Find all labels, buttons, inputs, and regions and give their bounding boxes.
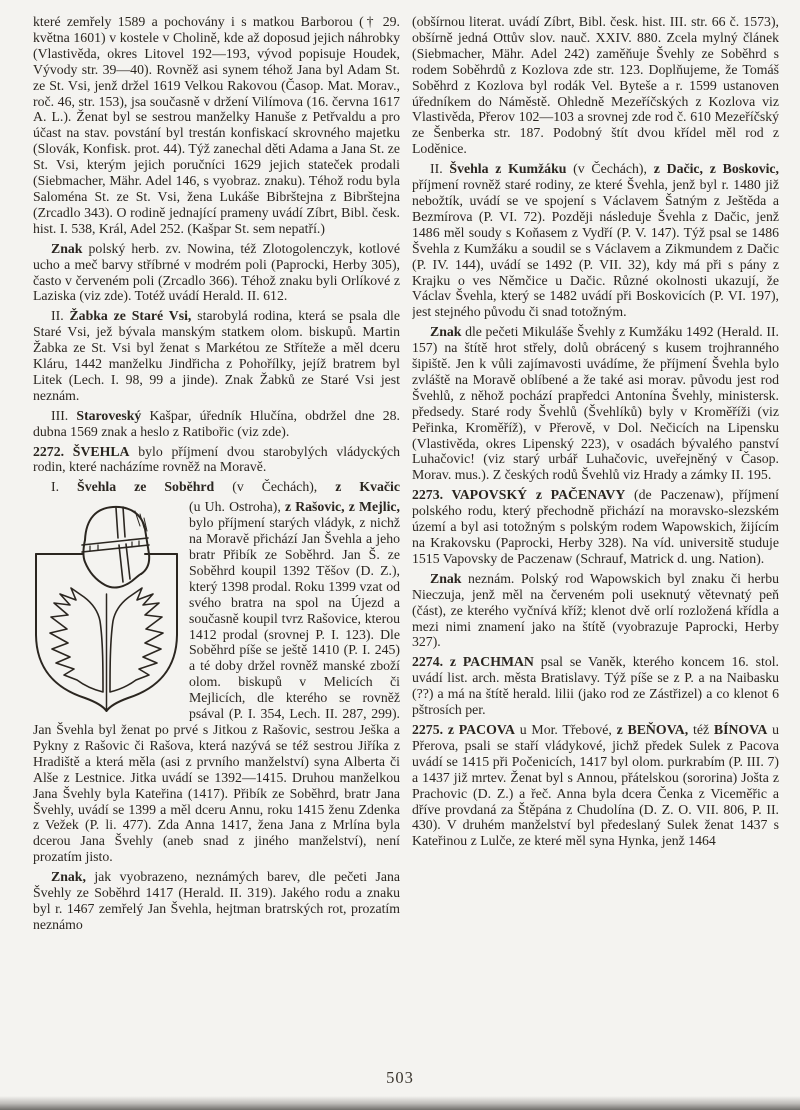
entry-2272-body-with-figure (33, 499, 400, 865)
entry-2272-heading-line: I. Švehla ze Soběhrd (v Čechách), z Kvačic (51, 479, 400, 495)
paragraph-vapovsky-znak: Znak neznám. Polský rod Wapowskich byl znaku či herbu Nieczuja, jenž měl na červeném poli useknutý větevnatý peň (část), ze kterého vyčnívá kříž; klenot dvě orlí rozložená křídla a mezi nimi znamení jako na štítě (vyobrazuje Paprocki, Herby 327). (412, 570, 779, 650)
svehla-coat-of-arms-drawing (33, 502, 181, 714)
paragraph-stare-vsi-continuation: které zemřely 1589 a pochovány i s matkou Barborou († 29. května 1601) v kostele v Cholině, kde až doposud jejich náhrobky (Vlastivěda, okres Litovel 192—193, vývod popisuje Houdek, Vývody str. 39—40). Rovněž asi synem téhož Jana byl Adam St. ze St. Vsi, jenž držel 1619 Velkou Rakovou (Časop. Mat. Morav., roč. 46, str. 153), jsa současně v držení Vilímova (16. června 1617 A. L.). Ženat byl se sestrou manželky Hanuše z Petřvaldu a pro účast na stav. povstání byl trestán konfiskací skrovného majetku (Slovák, Konfisk. prot. 44). Týž zanechal děti Adama a Jana St. ze St. Vsi, kterým jejich poručníci 1629 jejich stateček prodali (Siebmacher, Mähr. Adel 146, s vyobraz. znaku). Téhož rodu byla Saloména St. ze St. Vsi, žena Lukáše Bibrštejna z Bibrštejna (Zrcadlo 343). O rodině jednající prameny uvádí Zíbrt, Bibl. česk. hist. I. 538, Král, Adel 252. (Kašpar St. sem nepatří.) (33, 14, 400, 236)
right-column (412, 14, 779, 1072)
entry-2272-svehla: 2272. ŠVEHLA bylo příjmení dvou starobylých vládyckých rodin, které nacházíme rovněž na Moravě. (33, 443, 400, 475)
paragraph-svehla-znak: Znak, jak vyobrazeno, neznámých barev, dle pečeti Jana Švehly ze Soběhrd 1417 (Herald. II. 319). Jakého rodu a znaku byl r. 1467 zemřelý Jan Švehla, hejtman bratrských rot, prozatím neznámo (33, 869, 400, 932)
scan-bottom-edge (0, 1096, 800, 1110)
two-column-text (33, 14, 779, 1072)
left-column (33, 14, 400, 1072)
paragraph-starovesky: III. Staroveský Kašpar, úředník Hlučína, obdržel dne 28. dubna 1569 znak a heslo z Ratibořic (viz zde). (33, 407, 400, 439)
paragraph-znak-nowina: Znak polský herb. zv. Nowina, též Zlotogolenczyk, kotlové ucho a meč barvy stříbrné v modrém poli (Paprocki, Herby 305), často v červeném poli (Zrcadlo 366). Téhož znaku byli Orlíkové z Laziska (viz zde). Totéž uvádí Herald. II. 612. (33, 240, 400, 304)
entry-2272-body-text: (u Uh. Ostroha), z Rašovic, z Mejlic, bylo příjmení starých vládyk, z nichž na Moravě přichází Jan Švehla a jeho bratr Přibík ze Soběhrd. Jan Š. ze Soběhrd koupil 1392 Těšov (D. Z.), který 1398 prodal. Roku 1399 vzat od svého bratra na spol na Újezd a současně koupil tvrz Rašovice, kterou 1412 prodal (srovnej P. I. 123). Dle Soběhrd píše se ještě 1410 (P. I. 245) a té doby držel rovněž manské zboží olom. biskupů v Melicích či Mejlicích, dle kterého se rovněž psával (P. I. 354, Lech. II. 287, 299). Jan Švehla byl ženat po prvé s Jitkou z Rašovic, sestrou Ješka a Pykny z Rašovic či Rašova, která nazývá se též sestrou Jiříka z Hradiště a která měla (asi z prvního manželství) syna Alberta či Alše z Lestnice. Jitka uvádí se 1392—1415. Druhou manželkou Jana Švehly byla Kateřina (1417). Přibík ze Soběhrd, bratr Jana Švehly, uvádí se 1399 a měl dceru Annu, roku 1415 ženu Zdenka z Vežek (P. li. 477). Zda Anna 1417, žena Jana z Mrlína byla dcerou Jana Švehly (aneb snad z jiného manželství), není prozatím jisto. (33, 499, 400, 865)
paragraph-kumzak-znak: Znak dle pečeti Mikuláše Švehly z Kumžáku 1492 (Herald. II. 157) na štítě hrot střely, dolů obrácený s kusem trojhranného šipiště. Jen k vůli zajímavosti uvádíme, že příjmení Švehla bylo zvláště na Moravě oblíbené a že také asi morav. původu jest rod Švehlů, z něhož pochází prapředci Antonína Švehly, ministersk. předsedy. Staré rody Švehlů (Švehlíků) byly v Kroměříži (viz Peřinka, Kroměříž), v Přerově, v Dol. Nečicích na Lipensku (Vlastivěda, okres Lipenský 223), v osadách bývalého panství Luhačovic! (viz starý urbář Luhačovic, uveřejněný v Časop. Morav. mus.). Z českých rodů Švehlů viz Hrady a zámky II. 195. (412, 324, 779, 483)
entry-2275-pacova: 2275. z PACOVA u Mor. Třebové, z BEŇOVA, též BÍNOVA u Přerova, psali se staří vládykové, jichž předek Sulek z Pacova uvádí se 1415 při Počenicích, 1417 byl olom. purkrabím (P. III. 7) a 1437 již mrtev. Ženat byl s Annou, přátelskou (sororina) Jošta z Prachovic (D. Z.) a řeč. Anna byla dcera Čenka z Viceměřic a dříve provdaná za Štěpána z Chudolína (D. Z. O. VII. 806, P. II. 430). V druhém manželství byl předeslaný Sulek ženat 1437 s Kateřinou z Lulče, ze které měl syna Hynka, jenž 1464 (412, 721, 779, 849)
paragraph-zabka-ze-stare-vsi: II. Žabka ze Staré Vsi, starobylá rodina, která se psala dle Staré Vsi, jež bývala manským statkem olom. biskupů. Martin Žabka ze St. Vsi byl ženat s Markétou ze Stříteže a měl dceru Kláru, 1442 manželku Jindřicha z Pohořílky, jejíž bratrem byl Litek (Lech. I. 98, 99 a jinde). Znak Žabků ze Staré Vsi jest neznám. (33, 308, 400, 403)
entry-2274-pachman: 2274. z PACHMAN psal se Vaněk, kterého koncem 16. stol. uvádí list. arch. města Bratislavy. Týž píše se z P. a na Naibasku (??) a má na štítě herald. lilii (jako rod ze Zástřizel) a co klenot 6 pštrosích per. (412, 654, 779, 718)
page-number: 503 (386, 1068, 414, 1087)
paragraph-svehla-continuation: (obšírnou literat. uvádí Zíbrt, Bibl. česk. hist. III. str. 66 č. 1573), obšírně jedná Ottův slov. nauč. XXIV. 880. Zcela mylný článek (Siebmacher, Mähr. Adel 242) zaměňuje Švehly ze Soběhrd s rodem Soběhrdů z Kozlova zde str. 123. Doplňujeme, že Tomáš Soběhrd z Kozlova byl rodák Vel. Byteše a r. 1599 ustanoven úředníkem do Náměstě. Ohledně Mezeříčských z Kozlova viz Vlastivěda, Přerov 102—103 a srovnej zde rod č. 610 Mezeříčský ze Šenberka str. 187. Podobný štít dvou křídel měl rod z Loděnice. (412, 14, 779, 157)
entry-2273-vapovsky: 2273. VAPOVSKÝ z PAČENAVY (de Paczenaw), příjmení polského rodu, který přechodně přichází na moravsko-slezském území a byl asi totožným s polským rodem Wapowskich, žijícím na Krakovsku (Paprocki, Herby 328). Na víd. universitě studuje 1515 Vapovsky de Paczenaw (Schrauf, Matrick d. ung. Nation). (412, 487, 779, 566)
coat-of-arms-figure (33, 502, 181, 714)
paragraph-svehla-z-kumzaku: II. Švehla z Kumžáku (v Čechách), z Dačic, z Boskovic, příjmení rovněž staré rodiny, ze které Švehla, jenž byl r. 1480 již nebožtík, uvádí se ve spojení s Václavem Šatným z Ještěda a Bezmírova (P. VI. 72). Později následuje Švehla z Dačic, jenž 1486 měl soudy s Koňasem z Vydří (P. V. 147). Týž psal se 1486 Švehla z Kumžáku a soudil se s Václavem a Zikmundem z Dačic (P. IV. 144), uvádí se 1492 (P. VII. 32), kdy má při s pány z Krajku o ves Němčice u Dačic. Různé okolnosti ukazují, že Václav Švehla, který se 1482 uvádí při Boskovicích (P. VI. 197), jest stejného původu či snad totožným. (412, 161, 779, 320)
